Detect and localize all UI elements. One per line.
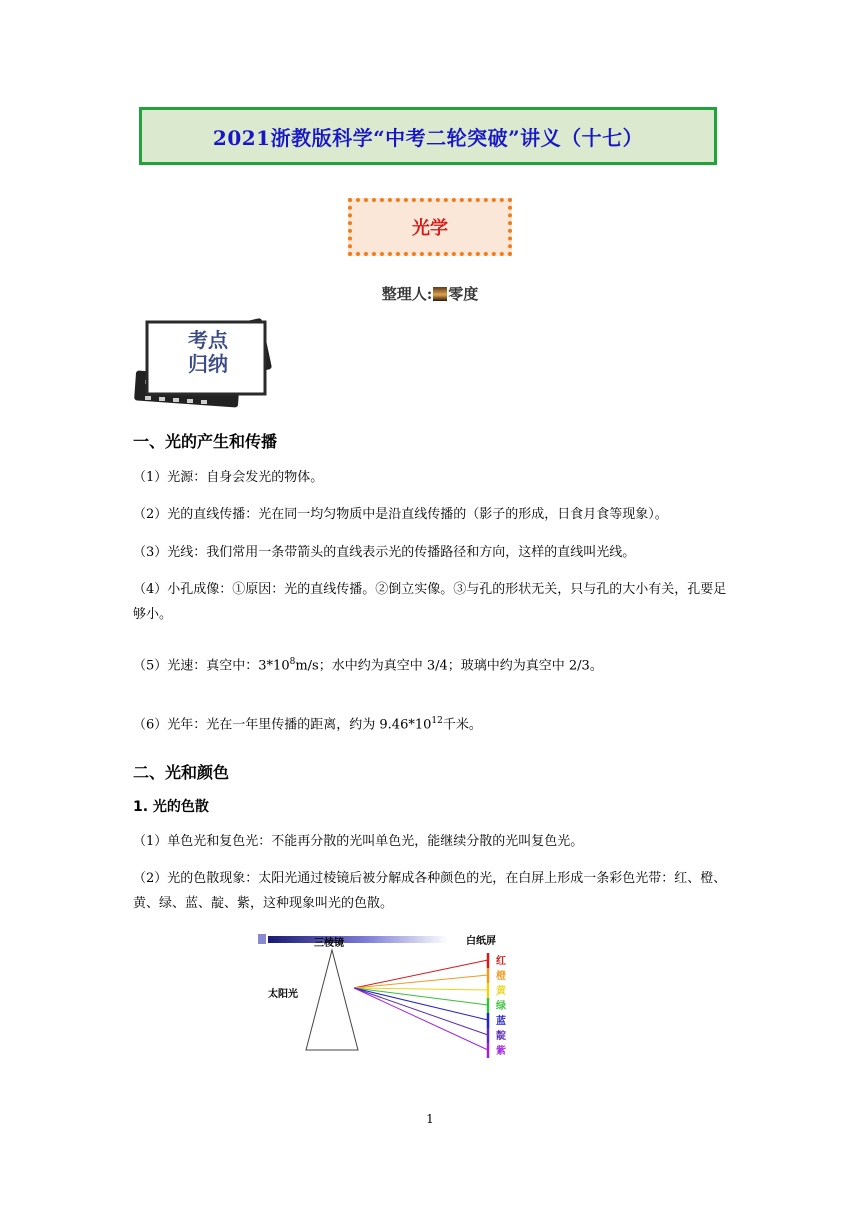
- item-6-text-rest: 千米。: [442, 717, 482, 733]
- section-1-item-4: （4）小孔成像：①原因：光的直线传播。②倒立实像。③与孔的形状无关，只与孔的大小有关，孔要足够小。: [133, 582, 727, 622]
- ray-7: [354, 988, 488, 1050]
- compiler-line: [0, 283, 860, 304]
- compiler-prefix: 整理人:: [381, 285, 433, 303]
- ray-3: [354, 988, 488, 990]
- document-title: 2021浙教版科学“中考二轮突破”讲义（十七）: [212, 125, 644, 150]
- topic-title: 光学: [412, 218, 448, 239]
- section-1-item-5: [133, 650, 733, 678]
- key-points-badge: [133, 318, 273, 414]
- ray-1: [354, 960, 488, 988]
- item-5-text-rest: m/s；水中约为真空中 3/4；玻璃中约为真空中 2/3。: [295, 658, 603, 674]
- header-bar: [268, 936, 448, 943]
- color-label-1: 红: [496, 956, 506, 967]
- prism-label: 三棱镜: [314, 938, 344, 949]
- color-label-2: 橙: [496, 971, 506, 982]
- compiler-name: 零度: [448, 285, 479, 303]
- item-6-text: （6）光年：光在一年里传播的距离，约为 9.46*10: [133, 717, 432, 733]
- header-bar-block: [258, 934, 266, 944]
- prism: [306, 950, 358, 1050]
- sunset-thumbnail-icon: [433, 287, 447, 301]
- section-2-item-1: （1）单色光和复色光：不能再分散的光叫单色光，能继续分散的光叫复色光。: [133, 834, 584, 849]
- item-5-exponent: 8: [289, 657, 296, 667]
- section-1-item-3: （3）光线：我们常用一条带箭头的直线表示光的传播路径和方向，这样的直线叫光线。: [133, 545, 636, 560]
- ray-6: [354, 988, 488, 1035]
- title-banner: [139, 107, 717, 165]
- badge-line-2: 归纳: [188, 352, 228, 376]
- item-6-exponent: 12: [431, 716, 443, 726]
- badge-line-1: 考点: [188, 328, 228, 352]
- section-1-item-2: （2）光的直线传播：光在同一均匀物质中是沿直线传播的（影子的形成，日食月食等现象）。: [133, 507, 668, 522]
- section-2-heading: 二、光和颜色: [133, 763, 230, 782]
- ray-5: [354, 988, 488, 1020]
- page-number: 1: [426, 1112, 434, 1126]
- section-1-item-6: [133, 709, 733, 737]
- color-label-5: 蓝: [496, 1016, 506, 1027]
- screen-label: 白纸屏: [466, 936, 496, 947]
- ray-4: [354, 988, 488, 1005]
- color-label-7: 紫: [496, 1046, 506, 1057]
- dispersion-figure: [258, 930, 538, 1070]
- sun-label: 太阳光: [268, 989, 298, 1000]
- section-2-item-2: （2）光的色散现象：太阳光通过棱镜后被分解成各种颜色的光，在白屏上形成一条彩色光带：红、橙、黄、绿、蓝、靛、紫，这种现象叫光的色散。: [133, 871, 727, 911]
- item-5-text: （5）光速：真空中：3*10: [133, 658, 290, 674]
- color-label-4: 绿: [496, 1001, 506, 1012]
- color-label-6: 靛: [496, 1031, 506, 1042]
- section-2-subheading: 1. 光的色散: [133, 799, 209, 815]
- color-label-3: 黄: [496, 986, 506, 997]
- ray-2: [354, 975, 488, 988]
- section-1-heading: 一、光的产生和传播: [133, 432, 278, 451]
- section-1-item-1: （1）光源：自身会发光的物体。: [133, 470, 324, 485]
- topic-banner: [348, 198, 512, 256]
